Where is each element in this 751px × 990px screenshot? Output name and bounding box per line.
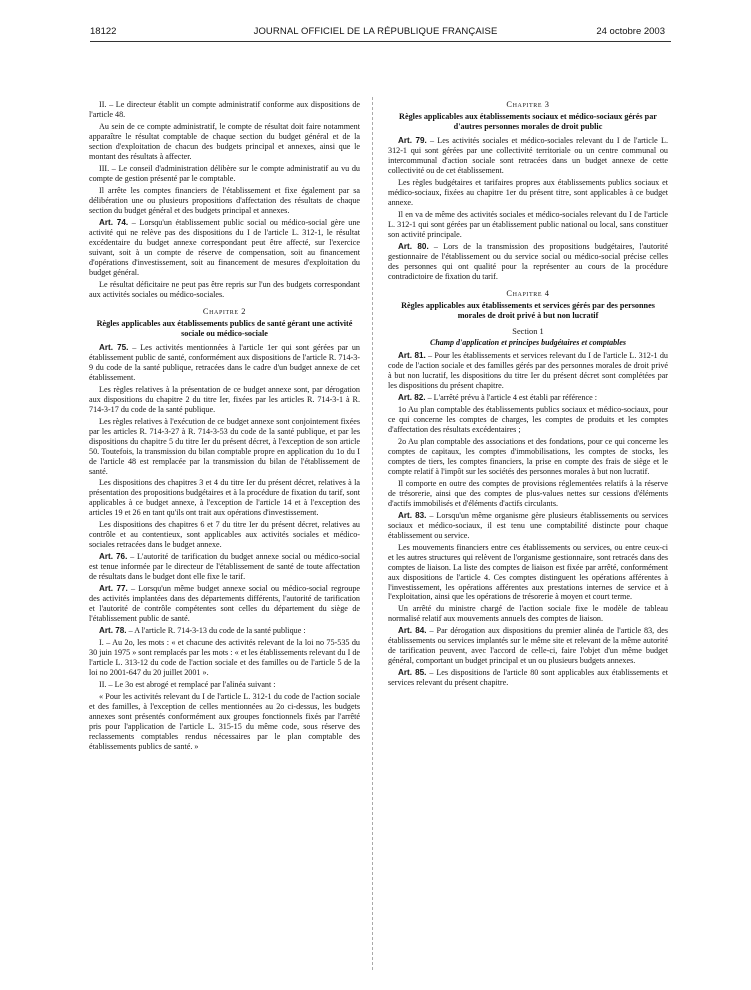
section-title: Champ d'application et principes budgétaires et comptables <box>430 338 626 348</box>
chapter-heading: Chapitre 3 <box>506 100 550 109</box>
article-label: Art. 85. <box>398 668 427 678</box>
article-text: – Lors de la transmission des propositions budgétaires, l'autorité gestionnaire de l'établissement ou du service social ou médico-social précise celles des personnes qui ont qualité pour la représenter au cours de la procédure contradictoire de fixation du tarif. <box>388 241 668 281</box>
paragraph: Les règles relatives à l'exécution de ce budget annexe sont conjointement fixées par les articles R. 714-3-27 à R. 714-3-53 du code de la santé publique, et par les dispositions du chapitre 5 du titre Ier du présent décret, à l'exception de son article 50. Toutefois, la transmission du bilan comptable propre en application du 1o du I de l'article 48 est remplacée par la transmission du bilan de l'établissement de santé. <box>89 416 360 476</box>
article-label: Art. 74. <box>99 217 129 227</box>
article-83 <box>388 511 668 541</box>
paragraph: « Pour les activités relevant du I de l'article L. 312-1 du code de l'action sociale et des familles, à l'exception de celles mentionnées au 2o ci-dessus, les budgets annexes sont présentés conformément aux groupes fonctionnels fixés par l'arrêté pris pour l'application de l'article L. 315-15 du même code, sous réserve des reclassements comptables rendus nécessaires par le plan comptable des établissements publics de santé. » <box>89 692 360 752</box>
paragraph: II. – Le directeur établit un compte administratif conforme aux dispositions de l'article 48. <box>89 100 360 119</box>
article-label: Art. 81. <box>398 350 426 360</box>
article-85 <box>388 668 668 688</box>
chapter-title: Règles applicables aux établissements sociaux et médico-sociaux gérés par d'autres personnes morales de droit public <box>399 112 657 132</box>
page-number: 18122 <box>90 26 117 37</box>
article-text: – L'autorité de tarification du budget annexe social ou médico-social est tenue informée par le directeur de l'établissement de santé de toute affectation de résultats dans le budget dont elle fixe le tarif. <box>89 552 360 582</box>
paragraph: Les dispositions des chapitres 6 et 7 du titre Ier du présent décret, relatives au contrôle et au contentieux, sont applicables aux activités sociales et médico-sociales retracées dans le budget annexe. <box>89 520 360 550</box>
article-78 <box>89 626 360 636</box>
paragraph: Les règles budgétaires et tarifaires propres aux établissements publics sociaux et médico-sociaux, fixées au chapitre 1er du présent titre, sont applicables à ce budget annexe. <box>388 177 668 207</box>
paragraph: Au sein de ce compte administratif, le compte de résultat doit faire notamment apparaître le résultat comptable de chaque section du budget général et de la section d'exploitation de chacun des budgets principal et annexes, ainsi que le montant des résultats à affecter. <box>89 121 360 161</box>
article-label: Art. 77. <box>99 584 128 594</box>
article-text: – Pour les établissements et services relevant du I de l'article L. 312-1 du code de l'action sociale et des familles gérés par des personnes morales de droit privé à but non lucratif, les dispositions du titre Ier du présent décret sont complétées par les dispositions du présent chapitre. <box>388 350 668 390</box>
article-label: Art. 82. <box>398 392 426 402</box>
article-82 <box>388 393 668 403</box>
chapter-title: Règles applicables aux établissements publics de santé gérant une activité sociale ou médico-sociale <box>96 319 353 338</box>
article-text: – A l'article R. 714-3-13 du code de la santé publique : <box>126 626 306 636</box>
article-label: Art. 75. <box>99 342 129 352</box>
paragraph: 2o Au plan comptable des associations et des fondations, pour ce qui concerne les comptes de capitaux, les comptes d'immobilisations, les comptes de stocks, les comptes de tiers, les comptes financiers, la prise en compte des frais de siège et le compte relatif à l'impôt sur les sociétés des personnes morales à but non lucratif. <box>388 436 668 476</box>
article-label: Art. 80. <box>398 241 429 251</box>
paragraph: Les mouvements financiers entre ces établissements ou services, ou entre ceux-ci et les autres structures qui relèvent de l'organisme gestionnaire, sont retracés dans des comptes de liaison. La liste des comptes de liaison est fixée par arrêté, conformément aux dispositions de l'article 4. Ces comptes distinguent les opérations afférentes à l'investissement, les opérations afférentes aux prestations internes de service et à l'exploitation, ainsi que les opérations de trésorerie à moyen et court terme. <box>388 542 668 602</box>
right-column <box>388 100 668 980</box>
section-heading: Section 1 <box>512 326 544 336</box>
paragraph: Un arrêté du ministre chargé de l'action sociale fixe le modèle de tableau normalisé relatif aux mouvements annuels des comptes de liaison. <box>388 604 668 624</box>
article-text: – Lorsqu'un même organisme gère plusieurs établissements ou services sociaux et médico-sociaux, il est tenu une comptabilité distincte pour chaque établissement ou service. <box>388 510 668 540</box>
article-75 <box>89 343 360 383</box>
article-text: – Les activités sociales et médico-sociales relevant du I de l'article L. 312-1 qui sont gérées par une collectivité territoriale ou un centre communal ou intercommunal d'action sociale sont retracées dans un budget annexe de cette collectivité ou de cet établissement. <box>388 135 668 175</box>
article-84 <box>388 626 668 666</box>
article-text: – Lorsqu'un établissement public social ou médico-social gère une activité qui ne relève pas des dispositions du I de l'article L. 312-1, le résultat excédentaire du budget annexe correspondant peut être affecté, sur l'exercice suivant, soit à un compte de réserve de compensation, soit au financement d'opérations d'investissement, soit au financement de mesures d'exploitation du budget général. <box>89 217 360 277</box>
column-divider <box>372 97 373 970</box>
article-80 <box>388 242 668 282</box>
paragraph: Il arrête les comptes financiers de l'établissement et fixe également par sa délibération une ou plusieurs propositions d'affectation des résultats de chaque section du budget général et des budgets principal et annexes. <box>89 185 360 215</box>
paragraph: 1o Au plan comptable des établissements publics sociaux et médico-sociaux, pour ce qui concerne les comptes de charges, les comptes de produits et les comptes d'affectation des résultats excédentaires ; <box>388 404 668 434</box>
publication-date: 24 octobre 2003 <box>596 26 665 37</box>
chapter-title: Règles applicables aux établissements et services gérés par des personnes morales de droit privé à but non lucratif <box>401 301 655 320</box>
article-74 <box>89 218 360 278</box>
header-rule <box>90 41 671 42</box>
chapter-heading: Chapitre 4 <box>506 288 550 298</box>
article-text: – Les activités mentionnées à l'article 1er qui sont gérées par un établissement public de santé, conformément aux dispositions de l'article R. 714-3-9 du code de la santé publique, retracées dans le cadre d'un budget annexe de cet établissement. <box>89 342 360 382</box>
article-label: Art. 84. <box>398 626 427 636</box>
article-text: – Par dérogation aux dispositions du premier alinéa de l'article 83, des établissements ou services implantés sur le même site et relevant de la même autorité de tarification peuvent, avec l'accord de celle-ci, faire l'objet d'un même budget général, comportant un budget principal et un ou plusieurs budgets annexes. <box>388 626 668 666</box>
paragraph: I. – Au 2o, les mots : « et chacune des activités relevant de la loi no 75-535 du 30 juin 1975 » sont remplacés par les mots : « et les établissements relevant du I de l'article L. 313-12 du code de l'action sociale et des familles ou de l'article 5 de la loi no 2001-647 du 20 juillet 2001 ». <box>89 638 360 678</box>
left-column <box>89 100 360 980</box>
paragraph: III. – Le conseil d'administration délibère sur le compte administratif au vu du compte de gestion présenté par le comptable. <box>89 163 360 183</box>
article-text: – Lorsqu'un même budget annexe social ou médico-social regroupe des activités implantées dans des départements différents, l'autorité de tarification et l'autorité de contrôle compétentes sont celles du département du siège de l'établissement public de santé. <box>89 584 360 624</box>
paragraph: Il comporte en outre des comptes de provisions réglementées relatifs à la réserve de trésorerie, ainsi que des comptes de plus-values nettes sur cessions d'éléments d'actifs immobilisés et d'éléments d'actifs circulants. <box>388 478 668 508</box>
paragraph: II. – Le 3o est abrogé et remplacé par l'alinéa suivant : <box>99 680 276 690</box>
page-header <box>0 22 751 42</box>
article-label: Art. 78. <box>99 626 127 636</box>
chapter-heading: Chapitre 2 <box>202 306 247 316</box>
article-79 <box>388 136 668 176</box>
article-label: Art. 76. <box>99 552 128 562</box>
article-label: Art. 79. <box>398 135 427 145</box>
article-81 <box>388 351 668 391</box>
journal-title: JOURNAL OFFICIEL DE LA RÉPUBLIQUE FRANÇAISE <box>253 26 498 37</box>
article-77 <box>89 584 360 624</box>
paragraph: Les règles relatives à la présentation de ce budget annexe sont, par dérogation aux dispositions du chapitre 2 du titre Ier, fixées par les articles R. 714-3-1 à R. 714-3-17 du code de la santé publique. <box>89 384 360 414</box>
paragraph: Le résultat déficitaire ne peut pas être repris sur l'un des budgets correspondant aux activités sociales ou médico-sociales. <box>89 279 360 299</box>
article-text: – L'arrêté prévu à l'article 4 est établi par référence : <box>425 392 597 402</box>
article-text: – Les dispositions de l'article 80 sont applicables aux établissements et services relevant du présent chapitre. <box>388 668 668 688</box>
paragraph: Les dispositions des chapitres 3 et 4 du titre Ier du présent décret, relatives à la présentation des propositions budgétaires et à la procédure de fixation du tarif, sont applicables à ce budget annexe, à l'exception de l'article 14 et à l'exception des articles 19 et 26 en tant qu'ils ont trait aux opérations d'investissement. <box>89 478 360 518</box>
article-76 <box>89 552 360 582</box>
article-label: Art. 83. <box>398 510 427 520</box>
paragraph: Il en va de même des activités sociales et médico-sociales relevant du I de l'article L. 312-1 qui sont gérées par un établissement public national ou local, sans constituer son activité principale. <box>388 209 668 239</box>
chapter-3-block <box>388 100 668 110</box>
